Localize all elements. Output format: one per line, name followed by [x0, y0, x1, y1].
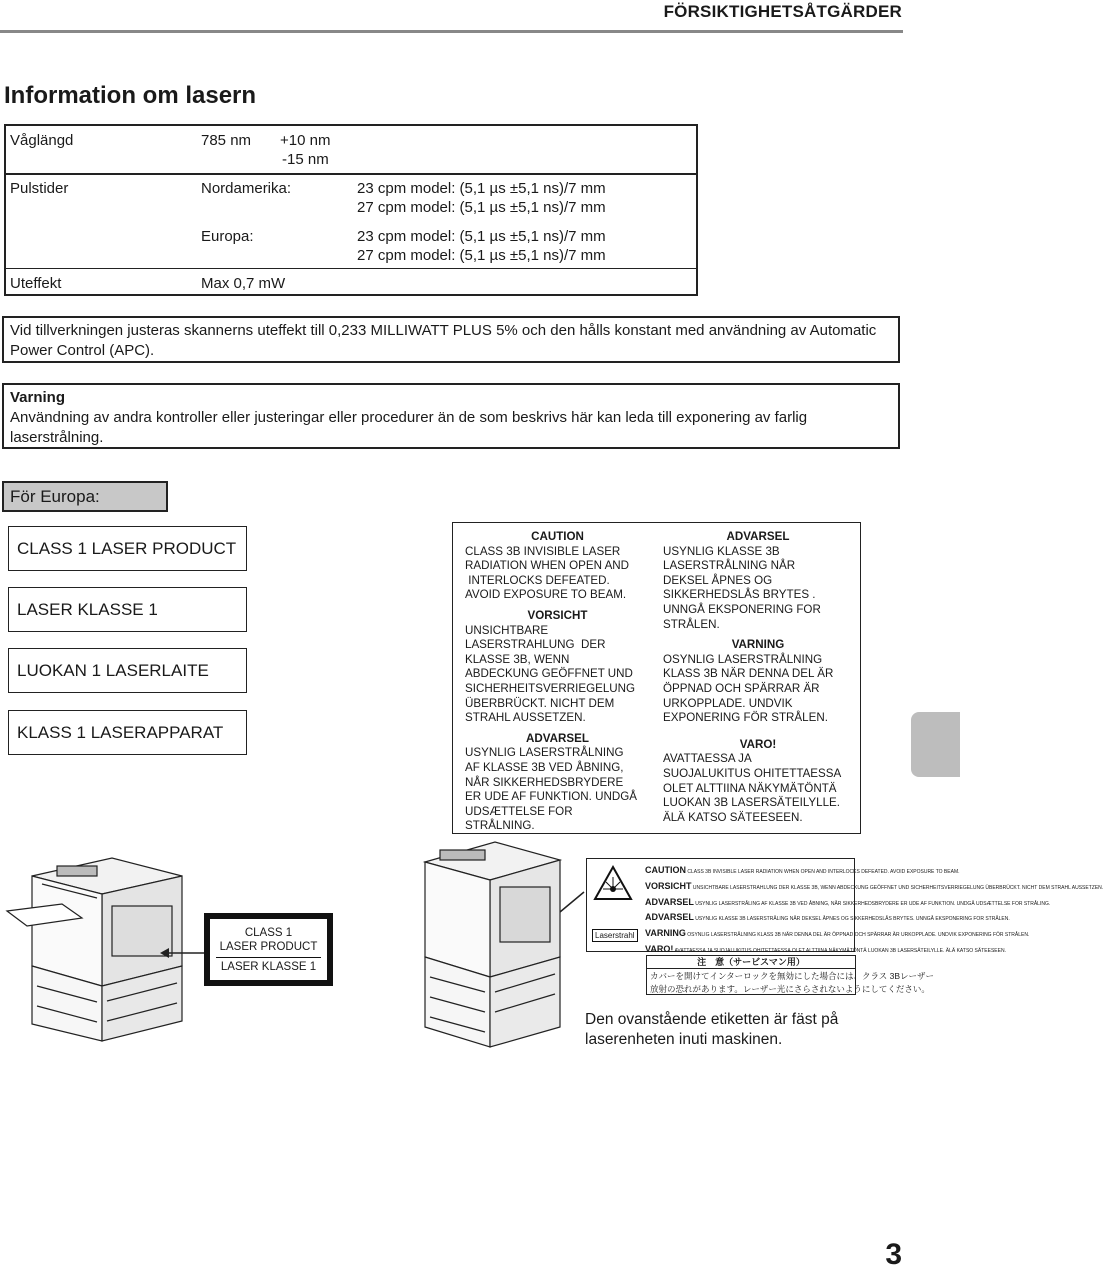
row-word: CAUTION [645, 865, 686, 875]
row-text: USYNLIG LASERSTRÅLING AF KLASSE 3B VED ÅBNING, NÅR SIKKERHEDSBRYDERE ER UDE AF FUNKTION. UNDGÅ UDSÆTTELSE FOR STRÅLING. [695, 900, 1051, 907]
wavelength-value: 785 nm [201, 132, 252, 149]
caution-line: ER UDE AF FUNKTION. UNDGÅ [465, 790, 637, 804]
caption-line1: Den ovanstående etiketten är fäst på [585, 1011, 839, 1028]
running-header: FÖRSIKTIGHETSÅTGÄRDER [663, 2, 902, 21]
row-word: ADVARSEL [645, 912, 694, 923]
jp-title: 注 意（サービスマン用） [647, 956, 855, 969]
figure-caption [585, 1010, 838, 1050]
warning-box [2, 383, 900, 449]
row-word: VARNING [645, 928, 686, 939]
machine-label-rows [645, 864, 1103, 959]
caution-line: EXPONERING FÖR STRÅLEN. [663, 711, 828, 725]
class-label-fi: LUOKAN 1 LASERLAITE [8, 648, 247, 693]
row-text: USYNLIG KLASSE 3B LASERSTRÅLING NÅR DEKSEL ÅPNES OG SIKKERHEDSLÅS BRYTES. UNNGÅ EKSPONERING FOR STRÅLEN. [695, 916, 1010, 923]
laser-warning-icon [593, 865, 633, 901]
table-divider [4, 268, 698, 269]
na-line2: 27 cpm model: (5,1 µs ±5,1 ns)/7 mm [357, 199, 606, 216]
caution-right-column [663, 530, 853, 825]
varo-heading: VARO! [739, 737, 777, 751]
vorsicht-heading: VORSICHT [527, 608, 588, 622]
caution-line: UNNGÅ EKSPONERING FOR [663, 602, 821, 616]
row-text: UNSICHTBARE LASERSTRAHLUNG DER KLASSE 3B, WENN ABDECKUNG GEÖFFNET UND SICHERHEITSVERRIEGELUNG ÜBERBRÜCKT. NICHT DEM STRAHL AUSSETZEN. [692, 884, 1103, 891]
jp-line1: カバーを開けてインターロックを無効にした場合には、クラス 3Bレーザー [650, 971, 934, 981]
europe-heading: För Europa: [2, 481, 168, 512]
class-label-sv: KLASS 1 LASERAPPARAT [8, 710, 247, 755]
eu-label: Europa: [201, 228, 254, 245]
row-text: CLASS 3B INVISIBLE LASER RADIATION WHEN OPEN AND INTERLOCKS DEFEATED. AVOID EXPOSURE TO BEAM. [687, 869, 960, 875]
caution-line: KLASSE 3B, WENN [465, 652, 570, 666]
caution-line: ÖPPNAD OCH SPÄRRAR ÄR [663, 681, 820, 695]
class-label-en: CLASS 1 LASER PRODUCT [8, 526, 247, 571]
caution-heading: CAUTION [531, 530, 584, 543]
warning-text: Användning av andra kontroller eller justeringar eller procedurer än de som beskrivs här kan leda till exponering av farlig laserstrålning. [10, 409, 808, 446]
caution-line: UDSÆTTELSE FOR [465, 804, 573, 818]
sticker-line1: CLASS 1 [244, 927, 293, 939]
class-label-de: LASER KLASSE 1 [8, 587, 247, 632]
row-word: ADVARSEL [645, 896, 694, 907]
section-title: Information om lasern [4, 82, 257, 109]
caution-line: SUOJALUKITUS OHITETTAESSA [663, 766, 842, 780]
wavelength-label: Våglängd [10, 132, 74, 149]
caution-line: STRÅLEN. [663, 617, 720, 631]
wavelength-tol-minus: -15 nm [282, 151, 329, 168]
row-word: VARO! [645, 943, 674, 954]
caution-line: CLASS 3B INVISIBLE LASER [465, 544, 621, 558]
caution-line: AF KLASSE 3B VED ÅBNING, [465, 760, 624, 774]
laser-spec-table [4, 124, 698, 296]
sticker-line3: LASER KLASSE 1 [216, 957, 321, 974]
caution-label [452, 522, 861, 834]
eu-line1: 23 cpm model: (5,1 µs ±5,1 ns)/7 mm [357, 228, 606, 245]
pulse-label: Pulstider [10, 180, 69, 197]
wavelength-tol-plus: +10 nm [280, 132, 331, 149]
caution-line: USYNLIG LASERSTRÅLNING [465, 746, 624, 760]
caution-line: STRAHL AUSSETZEN. [465, 711, 586, 725]
japanese-caution-label [646, 955, 934, 995]
row-text: AVATTAESSA JA SUOJALUKITUS OHITETTAESSA OLET ALTTIINA NÄKYMÄTÖNTÄ LUOKAN 3B LASERSÄTEILYLLE. ÄLÄ KATSO SÄTEESEEN. [674, 947, 1006, 954]
caution-line: SIKKERHEDSLÅS BRYTES . [663, 588, 816, 602]
advarsel-no-heading: ADVARSEL [726, 530, 790, 543]
class1-sticker [204, 913, 333, 986]
caution-line: LUOKAN 3B LASERSÄTEILYLLE. [663, 796, 840, 810]
caution-line: ÜBERBRÜCKT. NICHT DEM [465, 696, 615, 710]
varning-heading: VARNING [731, 638, 785, 652]
caution-line: KLASS 3B NÄR DENNA DEL ÄR [663, 667, 834, 681]
machine-caution-label [586, 858, 1103, 954]
caution-line: NÅR SIKKERHEDSBRYDERE [465, 775, 624, 789]
caution-line: OSYNLIG LASERSTRÅLNING [663, 652, 823, 666]
output-value: Max 0,7 mW [201, 275, 286, 292]
caution-line: UNSICHTBARE [465, 623, 549, 637]
sticker-line2: LASER PRODUCT [219, 941, 318, 953]
apc-note: Vid tillverkningen justeras skannerns uteffekt till 0,233 MILLIWATT PLUS 5% och den hålls konstant med användning av Automatic Power Control (APC). [2, 316, 900, 363]
caution-line: AVATTAESSA JA [663, 752, 752, 766]
caution-line: SICHERHEITSVERRIEGELUNG [465, 681, 636, 695]
row-text: OSYNLIG LASERSTRÅLNING KLASS 3B NÄR DENNA DEL ÄR ÖPPNAD OCH SPÄRRAR ÄR URKOPPLADE. UNDVIK EXPONERING FÖR STRÅLEN. [687, 932, 1030, 939]
caution-line: INTERLOCKS DEFEATED. [465, 573, 610, 587]
caution-line: STRÅLNING. [465, 819, 535, 833]
eu-line2: 27 cpm model: (5,1 µs ±5,1 ns)/7 mm [357, 247, 606, 264]
arrow-icon [160, 946, 206, 960]
row-word: VORSICHT [645, 880, 692, 891]
laserstrahl-tag: Laserstrahl [592, 929, 638, 942]
chapter-tab [911, 712, 960, 777]
copier-illustration-right [400, 832, 585, 1057]
caution-line: LASERSTRAHLUNG DER [465, 638, 606, 652]
page-number: 3 [885, 1238, 902, 1271]
caution-line: URKOPPLADE. UNDVIK [663, 696, 793, 710]
caption-line2: laserenheten inuti maskinen. [585, 1031, 783, 1048]
caution-left-column [465, 530, 650, 834]
caution-line: LASERSTRÅLNING NÅR [663, 559, 796, 573]
caution-line: USYNLIG KLASSE 3B [663, 544, 780, 558]
caution-line: RADIATION WHEN OPEN AND [465, 559, 630, 573]
caution-line: OLET ALTTIINA NÄKYMÄTÖNTÄ [663, 781, 837, 795]
caution-line: DEKSEL ÅPNES OG [663, 573, 773, 587]
advarsel-da-heading: ADVARSEL [526, 731, 589, 745]
caution-line: AVOID EXPOSURE TO BEAM. [465, 588, 627, 602]
output-label: Uteffekt [10, 275, 62, 292]
header-rule [0, 30, 903, 33]
na-line1: 23 cpm model: (5,1 µs ±5,1 ns)/7 mm [357, 180, 606, 197]
caution-line: ÄLÄ KATSO SÄTEESEEN. [663, 810, 803, 824]
table-divider [4, 173, 698, 175]
na-label: Nordamerika: [201, 180, 292, 197]
jp-line2: 放射の恐れがあります。レーザー光にさらされないようにしてください。 [650, 984, 930, 994]
caution-line: ABDECKUNG GEÖFFNET UND [465, 667, 633, 681]
warning-title: Varning [10, 389, 66, 406]
